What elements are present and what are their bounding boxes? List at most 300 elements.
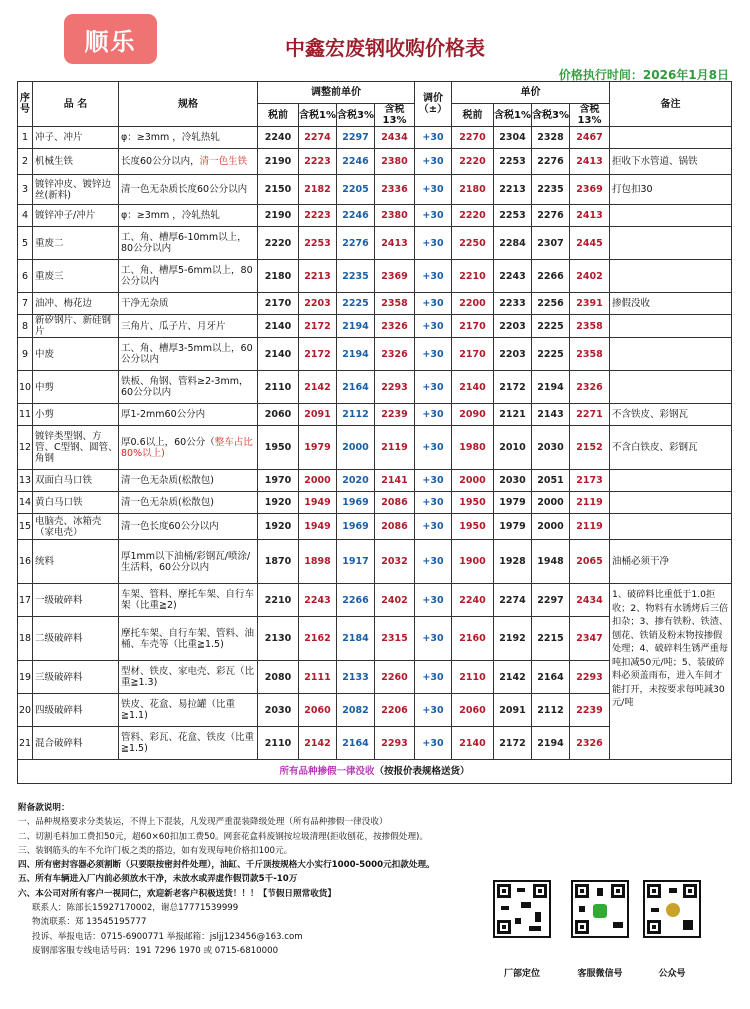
before-tax13: 2239 [375,404,415,426]
row-name: 冲子、冲片 [33,127,119,149]
before-tax3: 2194 [337,338,375,371]
price-tax13: 2152 [570,426,610,470]
row-remark: 打包扣30 [610,175,732,205]
price-tax0: 2270 [452,127,494,149]
price-tax3: 2164 [532,661,570,694]
before-tax3: 2133 [337,661,375,694]
price-tax1: 2091 [494,694,532,727]
row-no: 19 [18,661,33,694]
price-tax13: 2434 [570,584,610,617]
before-tax13: 2380 [375,205,415,227]
price-tax1: 2203 [494,338,532,371]
price-tax13: 2326 [570,371,610,404]
before-tax13: 2260 [375,661,415,694]
price-tax1: 2030 [494,470,532,492]
row-spec: 厚1-2mm60公分内 [119,404,258,426]
row-remark: 油桶必须干净 [610,540,732,584]
adjust-value: +30 [415,175,452,205]
price-tax1: 2233 [494,293,532,315]
before-tax0: 2080 [258,661,299,694]
before-tax3: 2246 [337,205,375,227]
adjust-value: +30 [415,470,452,492]
before-tax1: 2203 [299,293,337,315]
before-tax3: 2112 [337,404,375,426]
table-row [18,540,732,584]
header-tax3: 含税3% [337,104,375,127]
before-tax13: 2326 [375,315,415,338]
adulteration-notice: 所有品种掺假一律没收（按报价表规格送货） [18,760,732,784]
table-row [18,492,732,514]
row-no: 9 [18,338,33,371]
before-tax13: 2369 [375,260,415,293]
row-spec: 三角片、瓜子片、月牙片 [119,315,258,338]
row-no: 14 [18,492,33,514]
before-tax13: 2119 [375,426,415,470]
contact-line: 联系人：陈部长15927170002，谢总17771539999 [32,903,239,914]
qr-label: 客服微信号 [577,969,623,979]
row-name: 中废 [33,338,119,371]
before-tax3: 2082 [337,694,375,727]
before-tax1: 2111 [299,661,337,694]
price-tax13: 2293 [570,661,610,694]
table-row [18,175,732,205]
before-tax3: 2194 [337,315,375,338]
row-no: 7 [18,293,33,315]
price-tax3: 2112 [532,694,570,727]
price-tax3: 2235 [532,175,570,205]
price-tax0: 2200 [452,293,494,315]
before-tax1: 2091 [299,404,337,426]
header-tax1: 含税1% [494,104,532,127]
adjust-value: +30 [415,514,452,540]
before-tax3: 2276 [337,227,375,260]
price-tax3: 1948 [532,540,570,584]
price-tax0: 2250 [452,227,494,260]
price-tax13: 2173 [570,470,610,492]
header-tax0: 税前 [258,104,299,127]
header-remark: 备注 [610,82,732,127]
price-tax13: 2347 [570,617,610,661]
before-tax1: 2243 [299,584,337,617]
row-spec: 清一色无杂质(松散包) [119,470,258,492]
price-tax3: 2266 [532,260,570,293]
row-name: 一级破碎料 [33,584,119,617]
row-name: 三级破碎料 [33,661,119,694]
contact-line: 废钢部客服专线电话号码：191 7296 1970 或 0715-6810000 [32,945,279,956]
price-tax3: 2000 [532,492,570,514]
price-tax3: 2143 [532,404,570,426]
row-spec: 厚0.6以上，60公分（整车占比80%以上) [119,426,258,470]
row-spec: 铁皮、花盒、易拉罐（比重≧1.1) [119,694,258,727]
adjust-value: +30 [415,338,452,371]
before-tax1: 1949 [299,492,337,514]
price-tax13: 2402 [570,260,610,293]
header-seq: 序号 [18,82,33,127]
before-tax0: 2220 [258,227,299,260]
price-tax13: 2445 [570,227,610,260]
before-tax1: 2253 [299,227,337,260]
row-spec: 车架、管料、摩托车架、自行车架（比重≧2) [119,584,258,617]
row-no: 3 [18,175,33,205]
adjust-value: +30 [415,492,452,514]
row-name: 中剪 [33,371,119,404]
adjust-value: +30 [415,293,452,315]
adjust-value: +30 [415,617,452,661]
before-tax1: 2060 [299,694,337,727]
row-remark [610,492,732,514]
row-no: 20 [18,694,33,727]
notes-section [18,801,488,958]
row-spec: 铁板、角钢、管料≥2-3mm，60公分以内 [119,371,258,404]
before-tax0: 1870 [258,540,299,584]
note-line: 三、装钢筋头的车不允许门板之类的搭边，如有发现每吨价格扣100元。 [18,845,293,856]
table-row [18,426,732,470]
row-spec: 工、角、槽厚6-10mm以上，80公分以内 [119,227,258,260]
table-row [18,227,732,260]
price-tax3: 2051 [532,470,570,492]
row-spec: 长度60公分以内，清一色生铁 [119,149,258,175]
row-spec: 工、角、槽厚5-6mm以上，80公分以内 [119,260,258,293]
price-tax1: 2284 [494,227,532,260]
before-tax0: 2210 [258,584,299,617]
price-tax1: 1928 [494,540,532,584]
price-tax0: 2180 [452,175,494,205]
row-no: 1 [18,127,33,149]
adjust-value: +30 [415,127,452,149]
note-line: 一、品种规格要求分类装运，不得上下混装，凡发现严重混装降级处理（所有品种掺假一律没收） [18,817,388,828]
before-tax3: 1917 [337,540,375,584]
price-tax1: 2243 [494,260,532,293]
before-tax13: 2326 [375,338,415,371]
before-tax0: 1970 [258,470,299,492]
row-no: 12 [18,426,33,470]
before-tax3: 2246 [337,149,375,175]
before-tax1: 1949 [299,514,337,540]
price-tax0: 1980 [452,426,494,470]
before-tax3: 2297 [337,127,375,149]
row-spec: 清一色无杂质长度60公分以内 [119,175,258,205]
price-tax0: 2170 [452,315,494,338]
price-tax1: 2172 [494,727,532,760]
header-tax0: 税前 [452,104,494,127]
price-tax3: 2276 [532,205,570,227]
table-row [18,205,732,227]
price-tax3: 2225 [532,315,570,338]
qr-label: 厂部定位 [503,969,540,979]
price-tax13: 2271 [570,404,610,426]
adjust-value: +30 [415,694,452,727]
before-tax0: 2190 [258,205,299,227]
before-tax1: 2142 [299,727,337,760]
before-tax13: 2206 [375,694,415,727]
row-remark [610,338,732,371]
price-tax0: 2170 [452,338,494,371]
before-tax13: 2032 [375,540,415,584]
price-tax13: 2467 [570,127,610,149]
before-tax0: 2180 [258,260,299,293]
price-tax0: 2210 [452,260,494,293]
adjust-value: +30 [415,540,452,584]
before-tax1: 2172 [299,315,337,338]
price-tax1: 2192 [494,617,532,661]
row-name: 镀锌冲子/冲片 [33,205,119,227]
before-tax1: 2223 [299,149,337,175]
price-tax3: 2215 [532,617,570,661]
before-tax3: 2205 [337,175,375,205]
before-tax0: 2130 [258,617,299,661]
price-tax3: 2000 [532,514,570,540]
note-line: 六、本公司对所有客户一视同仁，欢迎新老客户积极送货！！！【节假日照常收货】 [18,888,336,899]
table-row [18,338,732,371]
row-remark [610,260,732,293]
row-remark: 不含白铁皮、彩钢瓦 [610,426,732,470]
row-no: 8 [18,315,33,338]
adjust-value: +30 [415,205,452,227]
price-tax3: 2276 [532,149,570,175]
row-no: 10 [18,371,33,404]
row-remark: 掺假没收 [610,293,732,315]
price-tax3: 2194 [532,727,570,760]
table-row [18,514,732,540]
price-tax3: 2328 [532,127,570,149]
table-row [18,127,732,149]
row-remark [610,205,732,227]
price-tax13: 2239 [570,694,610,727]
row-spec: 干净无杂质 [119,293,258,315]
factory-location-qr [493,880,551,938]
price-tax0: 2090 [452,404,494,426]
adjust-value: +30 [415,149,452,175]
service-wechat-qr [571,880,629,938]
before-tax3: 2266 [337,584,375,617]
price-tax3: 2225 [532,338,570,371]
row-name: 镀锌类型钢、方管、C型钢、圆管、角钢 [33,426,119,470]
table-row [18,260,732,293]
before-tax13: 2413 [375,227,415,260]
header-name: 品 名 [33,82,119,127]
row-remark [610,315,732,338]
before-tax13: 2434 [375,127,415,149]
before-tax13: 2293 [375,371,415,404]
price-tax13: 2413 [570,149,610,175]
row-remark: 不含铁皮、彩钢瓦 [610,404,732,426]
row-spec: 工、角、槽厚3-5mm以上，60公分以内 [119,338,258,371]
before-tax13: 2358 [375,293,415,315]
row-name: 双面白马口铁 [33,470,119,492]
price-tax1: 2203 [494,315,532,338]
before-tax0: 1920 [258,492,299,514]
row-spec: 清一色长度60公分以内 [119,514,258,540]
official-account-qr [643,880,701,938]
price-tax0: 2140 [452,371,494,404]
before-tax0: 2140 [258,315,299,338]
price-tax0: 2000 [452,470,494,492]
adjust-value: +30 [415,315,452,338]
crushed-material-remark: 1、破碎料比重低于1.0拒收；2、物料有水锈烤后三倍扣杂；3、掺有铁粉、铁渣、刨花、铁销及粉末物按掺假处理；4、破碎料生锈严重每吨扣减50元/吨；5、装破碎料必须盖雨布，进入车间才能打开，未按要求每吨减30元/吨 [610,584,732,760]
before-tax3: 1969 [337,492,375,514]
row-spec: 管料、彩瓦、花盒、铁皮（比重≧1.5) [119,727,258,760]
price-tax0: 2140 [452,727,494,760]
row-remark: 拒收下水管道、锅铁 [610,149,732,175]
row-no: 11 [18,404,33,426]
before-tax3: 2000 [337,426,375,470]
notes-title: 附备款说明： [18,803,70,813]
table-row [18,293,732,315]
row-name: 统料 [33,540,119,584]
adjust-value: +30 [415,584,452,617]
before-tax3: 2225 [337,293,375,315]
row-no: 2 [18,149,33,175]
before-tax1: 1898 [299,540,337,584]
header-price: 单价 [452,82,610,104]
row-name: 黄白马口铁 [33,492,119,514]
before-tax1: 2172 [299,338,337,371]
adjust-value: +30 [415,404,452,426]
price-tax0: 1950 [452,492,494,514]
table-row [18,404,732,426]
row-no: 16 [18,540,33,584]
row-spec: 厚1mm以下油桶/彩钢瓦/喷涂/生活料，60公分以内 [119,540,258,584]
before-tax1: 2274 [299,127,337,149]
before-tax3: 2164 [337,727,375,760]
price-tax0: 2220 [452,205,494,227]
row-no: 17 [18,584,33,617]
price-tax13: 2413 [570,205,610,227]
price-tax1: 2253 [494,205,532,227]
row-remark [610,470,732,492]
row-name: 机械生铁 [33,149,119,175]
header-tax1: 含税1% [299,104,337,127]
price-tax13: 2369 [570,175,610,205]
price-tax0: 2160 [452,617,494,661]
adjust-value: +30 [415,227,452,260]
adjust-value: +30 [415,371,452,404]
price-tax0: 2110 [452,661,494,694]
header-before: 调整前单价 [258,82,415,104]
price-tax1: 2142 [494,661,532,694]
row-name: 新矽钢片、新硅钢片 [33,315,119,338]
execution-time: 价格执行时间：2026年1月8日 [558,68,729,82]
row-spec: 清一色无杂质(松散包) [119,492,258,514]
row-no: 18 [18,617,33,661]
qr-codes [491,880,721,990]
before-tax13: 2380 [375,149,415,175]
row-spec: φ：≥3mm ，冷轧热轧 [119,127,258,149]
before-tax13: 2336 [375,175,415,205]
before-tax0: 2030 [258,694,299,727]
before-tax0: 2140 [258,338,299,371]
price-tax13: 2119 [570,492,610,514]
before-tax1: 2213 [299,260,337,293]
before-tax1: 1979 [299,426,337,470]
price-tax0: 2060 [452,694,494,727]
table-row [18,149,732,175]
price-tax1: 2274 [494,584,532,617]
row-no: 15 [18,514,33,540]
before-tax0: 2060 [258,404,299,426]
before-tax13: 2086 [375,492,415,514]
row-name: 四级破碎料 [33,694,119,727]
price-tax0: 2220 [452,149,494,175]
logo-badge: 顺乐 [64,14,157,64]
before-tax0: 1950 [258,426,299,470]
row-name: 重废三 [33,260,119,293]
note-line: 四、所有密封容器必须割断（只要限按密封件处理），油缸、千斤顶按规格大小实行1000-5000元扣款处理。 [18,860,435,871]
adjust-value: +30 [415,426,452,470]
row-name: 混合破碎料 [33,727,119,760]
price-tax1: 2304 [494,127,532,149]
price-tax0: 1900 [452,540,494,584]
before-tax13: 2315 [375,617,415,661]
before-tax1: 2142 [299,371,337,404]
price-tax13: 2358 [570,338,610,371]
row-remark [610,227,732,260]
price-tax1: 2172 [494,371,532,404]
row-no: 6 [18,260,33,293]
row-no: 4 [18,205,33,227]
price-tax3: 2307 [532,227,570,260]
price-tax0: 2240 [452,584,494,617]
contact-line: 投诉、举报电话：0715-6900771 举报邮箱：jsljj123456@163.com [32,931,303,942]
adjust-value: +30 [415,260,452,293]
price-tax1: 2253 [494,149,532,175]
header-tax3: 含税3% [532,104,570,127]
price-tax3: 2194 [532,371,570,404]
note-line: 五、所有车辆进入厂内前必须放水干净，未放水或弄虚作假罚款5千-10万 [18,874,298,885]
adjust-value: +30 [415,727,452,760]
before-tax3: 2020 [337,470,375,492]
row-name: 油冲、梅花边 [33,293,119,315]
row-no: 5 [18,227,33,260]
before-tax0: 2110 [258,727,299,760]
price-tax13: 2326 [570,727,610,760]
before-tax13: 2141 [375,470,415,492]
before-tax0: 2150 [258,175,299,205]
table-row [18,584,732,617]
qr-label: 公众号 [658,969,686,979]
price-tax3: 2030 [532,426,570,470]
row-spec: φ：≥3mm ，冷轧热轧 [119,205,258,227]
row-spec: 型材、铁皮、家电壳、彩瓦（比重≧1.3) [119,661,258,694]
before-tax0: 2170 [258,293,299,315]
before-tax13: 2086 [375,514,415,540]
before-tax0: 2110 [258,371,299,404]
price-tax1: 1979 [494,492,532,514]
contact-line: 物流联系：郑 13545195777 [32,917,147,928]
before-tax1: 2000 [299,470,337,492]
before-tax3: 2164 [337,371,375,404]
price-tax3: 2297 [532,584,570,617]
price-tax13: 2065 [570,540,610,584]
adjust-value: +30 [415,661,452,694]
before-tax3: 2184 [337,617,375,661]
price-tax13: 2391 [570,293,610,315]
before-tax0: 2190 [258,149,299,175]
table-row [18,371,732,404]
notice-row [18,760,732,784]
price-tax13: 2119 [570,514,610,540]
header-tax13: 含税13% [570,104,610,127]
before-tax1: 2162 [299,617,337,661]
price-tax0: 1950 [452,514,494,540]
row-name: 电脑壳、冰箱壳（家电壳） [33,514,119,540]
price-tax1: 1979 [494,514,532,540]
price-table [17,81,732,784]
header-tax13: 含税13% [375,104,415,127]
before-tax13: 2293 [375,727,415,760]
row-name: 二级破碎料 [33,617,119,661]
header-spec: 规格 [119,82,258,127]
